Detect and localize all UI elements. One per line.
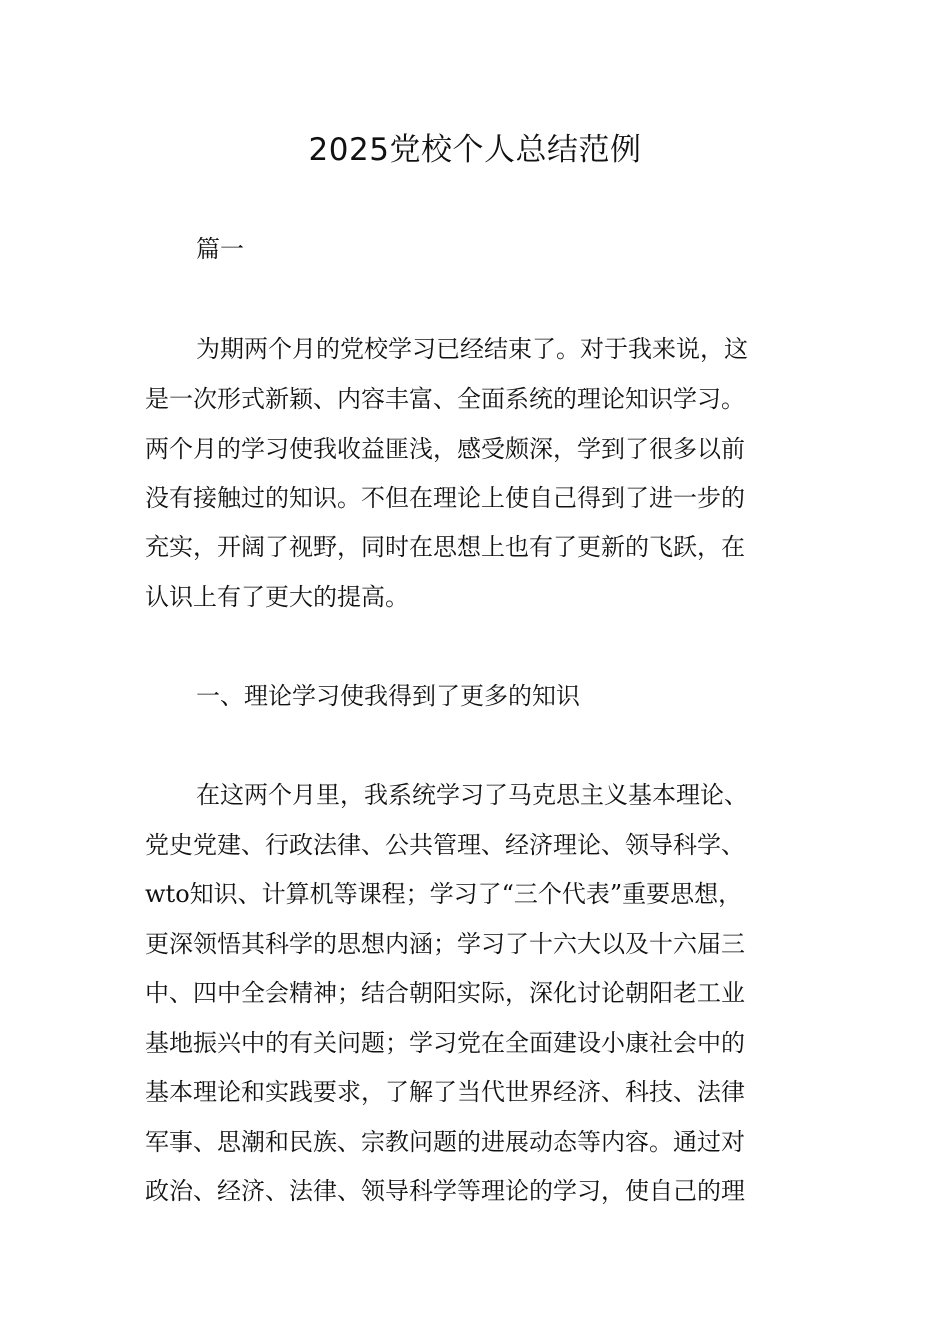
intro-line: 充实，开阔了视野，同时在思想上也有了更新的飞跃，在 (145, 533, 745, 561)
section-line: 在这两个月里，我系统学习了马克思主义基本理论、 (196, 781, 748, 809)
intro-line: 两个月的学习使我收益匪浅，感受颇深，学到了很多以前 (145, 435, 745, 463)
section-line: 党史党建、行政法律、公共管理、经济理论、领导科学、 (145, 831, 745, 859)
intro-line: 认识上有了更大的提高。 (145, 583, 409, 611)
section-line: 军事、思潮和民族、宗教问题的进展动态等内容。通过对 (145, 1128, 745, 1156)
section-line: wto知识、计算机等课程；学习了“三个代表”重要思想， (145, 880, 743, 908)
section-line: 政治、经济、法律、领导科学等理论的学习，使自己的理 (145, 1177, 745, 1205)
intro-line: 为期两个月的党校学习已经结束了。对于我来说，这 (196, 335, 748, 363)
section-line: 基本理论和实践要求，了解了当代世界经济、科技、法律 (145, 1078, 745, 1106)
section-line: 更深领悟其科学的思想内涵；学习了十六大以及十六届三 (145, 930, 745, 958)
section-heading: 一、理论学习使我得到了更多的知识 (196, 682, 580, 710)
section-line: 基地振兴中的有关问题；学习党在全面建设小康社会中的 (145, 1029, 745, 1057)
part-label: 篇一 (196, 235, 244, 263)
intro-line: 没有接触过的知识。不但在理论上使自己得到了进一步的 (145, 484, 745, 512)
section-line: 中、四中全会精神；结合朝阳实际，深化讨论朝阳老工业 (145, 979, 745, 1007)
intro-line: 是一次形式新颖、内容丰富、全面系统的理论知识学习。 (145, 385, 745, 413)
document-title: 2025党校个人总结范例 (308, 132, 642, 168)
